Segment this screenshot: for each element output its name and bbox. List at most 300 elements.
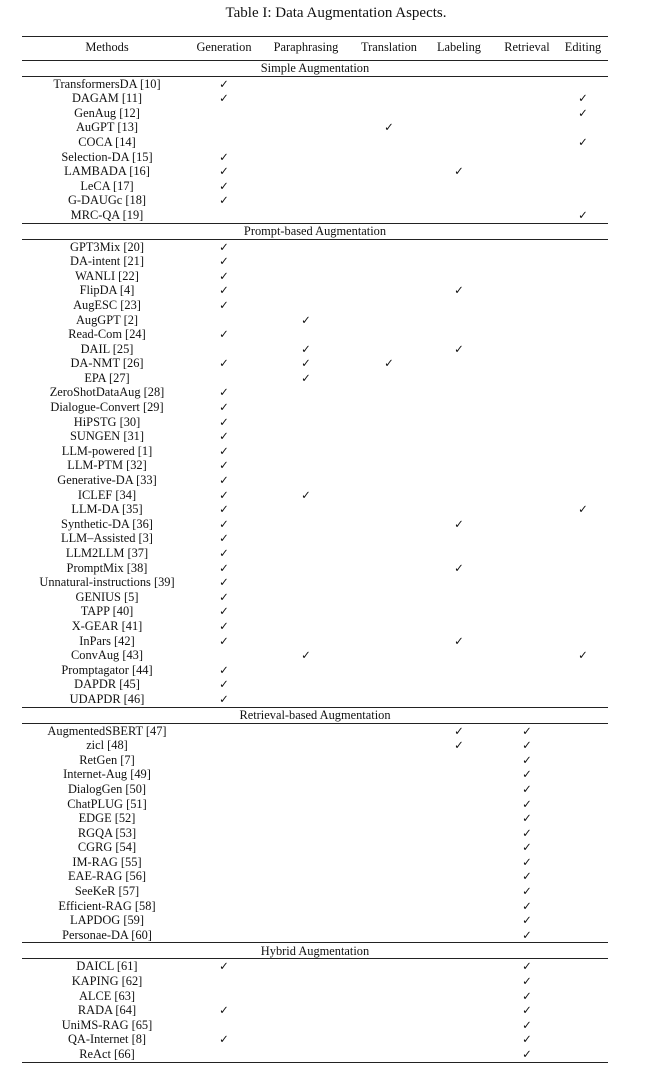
cell-retrieval xyxy=(496,269,558,284)
cell-translation xyxy=(356,884,422,899)
cell-retrieval xyxy=(496,429,558,444)
cell-retrieval xyxy=(496,738,558,753)
cell-paraphrasing xyxy=(256,899,356,914)
checkmark-icon: ✓ xyxy=(522,854,532,869)
cell-generation xyxy=(192,76,256,91)
cell-labeling xyxy=(422,723,496,738)
cell-editing xyxy=(558,913,608,928)
cell-labeling xyxy=(422,91,496,106)
cell-retrieval xyxy=(496,193,558,208)
header-labeling: Labeling xyxy=(422,37,496,61)
cell-labeling xyxy=(422,342,496,357)
table-row xyxy=(22,531,608,546)
cell-translation xyxy=(356,1003,422,1018)
cell-labeling xyxy=(422,753,496,768)
method-name: Generative-DA [33] xyxy=(57,473,157,488)
cell-retrieval xyxy=(496,855,558,870)
table-row xyxy=(22,254,608,269)
table-body xyxy=(22,60,608,1062)
cell-translation xyxy=(356,254,422,269)
cell-paraphrasing xyxy=(256,913,356,928)
method-name: GENIUS [5] xyxy=(75,589,139,604)
augmentation-table xyxy=(22,36,608,1063)
cell-paraphrasing xyxy=(256,855,356,870)
cell-paraphrasing xyxy=(256,106,356,121)
cell-retrieval xyxy=(496,239,558,254)
method-name: GenAug [12] xyxy=(74,105,140,120)
cell-paraphrasing xyxy=(256,429,356,444)
cell-editing xyxy=(558,371,608,386)
cell-translation xyxy=(356,604,422,619)
method-name: Dialogue-Convert [29] xyxy=(50,400,164,415)
method-name: X-GEAR [41] xyxy=(71,618,143,633)
checkmark-icon: ✓ xyxy=(522,1032,532,1047)
cell-labeling xyxy=(422,269,496,284)
checkmark-icon: ✓ xyxy=(219,487,229,502)
cell-labeling xyxy=(422,150,496,165)
cell-generation xyxy=(192,797,256,812)
cell-retrieval xyxy=(496,619,558,634)
cell-retrieval xyxy=(496,254,558,269)
cell-labeling xyxy=(422,517,496,532)
checkmark-icon: ✓ xyxy=(219,677,229,692)
cell-paraphrasing xyxy=(256,488,356,503)
cell-retrieval xyxy=(496,385,558,400)
cell-generation xyxy=(192,899,256,914)
cell-editing xyxy=(558,313,608,328)
cell-translation xyxy=(356,371,422,386)
cell-labeling xyxy=(422,575,496,590)
checkmark-icon: ✓ xyxy=(301,648,311,663)
cell-generation xyxy=(192,239,256,254)
table-row xyxy=(22,239,608,254)
cell-editing xyxy=(558,150,608,165)
cell-editing xyxy=(558,648,608,663)
checkmark-icon: ✓ xyxy=(219,239,229,254)
method-name: LLM–Assisted [3] xyxy=(61,531,153,546)
table-row xyxy=(22,811,608,826)
checkmark-icon: ✓ xyxy=(219,254,229,269)
checkmark-icon: ✓ xyxy=(219,531,229,546)
cell-translation xyxy=(356,648,422,663)
cell-generation xyxy=(192,575,256,590)
cell-editing xyxy=(558,782,608,797)
checkmark-icon: ✓ xyxy=(219,385,229,400)
cell-retrieval xyxy=(496,928,558,943)
cell-paraphrasing xyxy=(256,546,356,561)
checkmark-icon: ✓ xyxy=(219,443,229,458)
cell-translation xyxy=(356,444,422,459)
checkmark-icon: ✓ xyxy=(578,502,588,517)
cell-generation xyxy=(192,959,256,974)
cell-retrieval xyxy=(496,400,558,415)
table-row xyxy=(22,561,608,576)
cell-paraphrasing xyxy=(256,753,356,768)
method-name: QA-Internet [8] xyxy=(67,1032,147,1047)
table-row xyxy=(22,106,608,121)
cell-paraphrasing xyxy=(256,575,356,590)
method-name: DAGAM [11] xyxy=(71,91,143,106)
cell-generation xyxy=(192,342,256,357)
cell-labeling xyxy=(422,1003,496,1018)
section-title: Hybrid Augmentation xyxy=(22,943,608,959)
checkmark-icon: ✓ xyxy=(219,414,229,429)
checkmark-icon: ✓ xyxy=(219,546,229,560)
checkmark-icon: ✓ xyxy=(219,356,229,371)
cell-editing xyxy=(558,76,608,91)
method-name: EDGE [52] xyxy=(78,811,136,826)
cell-editing xyxy=(558,531,608,546)
cell-generation xyxy=(192,561,256,576)
cell-labeling xyxy=(422,959,496,974)
cell-labeling xyxy=(422,1032,496,1047)
cell-translation xyxy=(356,91,422,106)
cell-labeling xyxy=(422,429,496,444)
cell-retrieval xyxy=(496,692,558,707)
cell-editing xyxy=(558,1003,608,1018)
cell-translation xyxy=(356,782,422,797)
checkmark-icon: ✓ xyxy=(384,356,394,371)
cell-paraphrasing xyxy=(256,634,356,649)
cell-editing xyxy=(558,239,608,254)
cell-translation xyxy=(356,415,422,430)
cell-paraphrasing xyxy=(256,677,356,692)
table-row xyxy=(22,767,608,782)
method-name: Personae-DA [60] xyxy=(62,927,152,942)
checkmark-icon: ✓ xyxy=(522,796,532,811)
method-name: Selection-DA [15] xyxy=(61,149,153,164)
cell-editing xyxy=(558,677,608,692)
method-name: EPA [27] xyxy=(84,370,130,385)
cell-translation xyxy=(356,473,422,488)
table-row xyxy=(22,590,608,605)
method-name: PromptMix [38] xyxy=(66,560,148,575)
cell-paraphrasing xyxy=(256,604,356,619)
cell-generation xyxy=(192,869,256,884)
checkmark-icon: ✓ xyxy=(522,927,532,942)
cell-paraphrasing xyxy=(256,458,356,473)
cell-translation xyxy=(356,164,422,179)
checkmark-icon: ✓ xyxy=(522,781,532,796)
cell-translation xyxy=(356,429,422,444)
cell-translation xyxy=(356,342,422,357)
table-row xyxy=(22,150,608,165)
cell-translation xyxy=(356,488,422,503)
cell-retrieval xyxy=(496,135,558,150)
cell-editing xyxy=(558,692,608,707)
checkmark-icon: ✓ xyxy=(578,91,588,106)
cell-retrieval xyxy=(496,1032,558,1047)
cell-generation xyxy=(192,928,256,943)
method-name: ALCE [63] xyxy=(78,988,136,1003)
cell-generation xyxy=(192,692,256,707)
cell-generation xyxy=(192,164,256,179)
method-name: SUNGEN [31] xyxy=(70,429,144,444)
cell-retrieval xyxy=(496,767,558,782)
table-row xyxy=(22,855,608,870)
cell-labeling xyxy=(422,502,496,517)
cell-translation xyxy=(356,723,422,738)
cell-editing xyxy=(558,254,608,269)
checkmark-icon: ✓ xyxy=(219,959,229,974)
cell-retrieval xyxy=(496,575,558,590)
cell-translation xyxy=(356,385,422,400)
checkmark-icon: ✓ xyxy=(219,327,229,342)
method-name: ICLEF [34] xyxy=(77,487,137,502)
table-row xyxy=(22,208,608,223)
checkmark-icon: ✓ xyxy=(522,959,532,974)
cell-translation xyxy=(356,692,422,707)
cell-generation xyxy=(192,723,256,738)
cell-generation xyxy=(192,473,256,488)
cell-labeling xyxy=(422,855,496,870)
cell-paraphrasing xyxy=(256,989,356,1004)
checkmark-icon: ✓ xyxy=(578,134,588,149)
method-name: GPT3Mix [20] xyxy=(70,239,144,254)
checkmark-icon: ✓ xyxy=(454,560,464,575)
cell-translation xyxy=(356,531,422,546)
cell-generation xyxy=(192,517,256,532)
method-name: RetGen [7] xyxy=(79,752,135,767)
cell-paraphrasing xyxy=(256,840,356,855)
cell-paraphrasing xyxy=(256,884,356,899)
method-name: EAE-RAG [56] xyxy=(67,869,147,884)
cell-translation xyxy=(356,269,422,284)
cell-labeling xyxy=(422,356,496,371)
cell-translation xyxy=(356,767,422,782)
cell-retrieval xyxy=(496,753,558,768)
cell-labeling xyxy=(422,488,496,503)
cell-generation xyxy=(192,619,256,634)
header-retrieval: Retrieval xyxy=(496,37,558,61)
method-name: G-DAUGc [18] xyxy=(67,193,147,208)
cell-editing xyxy=(558,590,608,605)
cell-editing xyxy=(558,928,608,943)
cell-paraphrasing xyxy=(256,561,356,576)
table-row xyxy=(22,179,608,194)
checkmark-icon: ✓ xyxy=(219,618,229,633)
cell-translation xyxy=(356,150,422,165)
table-row xyxy=(22,826,608,841)
checkmark-icon: ✓ xyxy=(301,487,311,502)
section-header-row xyxy=(22,707,608,723)
cell-generation xyxy=(192,634,256,649)
cell-translation xyxy=(356,1047,422,1062)
table-row xyxy=(22,135,608,150)
method-name: LAMBADA [16] xyxy=(64,164,150,179)
cell-editing xyxy=(558,619,608,634)
checkmark-icon: ✓ xyxy=(219,268,229,283)
cell-generation xyxy=(192,313,256,328)
method-name: AugGPT [2] xyxy=(75,312,139,327)
checkmark-icon: ✓ xyxy=(219,178,229,193)
table-row xyxy=(22,899,608,914)
cell-editing xyxy=(558,208,608,223)
cell-translation xyxy=(356,1032,422,1047)
checkmark-icon: ✓ xyxy=(219,429,229,444)
method-name: zicl [48] xyxy=(86,738,128,753)
cell-generation xyxy=(192,663,256,678)
cell-labeling xyxy=(422,239,496,254)
cell-generation xyxy=(192,840,256,855)
cell-generation xyxy=(192,254,256,269)
table-row xyxy=(22,1032,608,1047)
cell-retrieval xyxy=(496,634,558,649)
header-editing: Editing xyxy=(558,37,608,61)
table-row xyxy=(22,634,608,649)
cell-generation xyxy=(192,546,256,561)
cell-editing xyxy=(558,634,608,649)
cell-labeling xyxy=(422,1018,496,1033)
method-name: Unnatural-instructions [39] xyxy=(39,575,175,590)
cell-retrieval xyxy=(496,648,558,663)
cell-retrieval xyxy=(496,1003,558,1018)
checkmark-icon: ✓ xyxy=(522,869,532,884)
cell-paraphrasing xyxy=(256,974,356,989)
cell-labeling xyxy=(422,884,496,899)
table-row xyxy=(22,313,608,328)
table-row xyxy=(22,928,608,943)
header-methods: Methods xyxy=(22,37,192,61)
checkmark-icon: ✓ xyxy=(219,1032,229,1047)
cell-labeling xyxy=(422,371,496,386)
cell-paraphrasing xyxy=(256,342,356,357)
table-row xyxy=(22,164,608,179)
cell-paraphrasing xyxy=(256,928,356,943)
checkmark-icon: ✓ xyxy=(219,633,229,648)
method-name: FlipDA [4] xyxy=(79,283,135,298)
cell-retrieval xyxy=(496,313,558,328)
cell-editing xyxy=(558,1047,608,1062)
cell-labeling xyxy=(422,974,496,989)
cell-labeling xyxy=(422,400,496,415)
method-name: Promptagator [44] xyxy=(61,662,153,677)
cell-editing xyxy=(558,91,608,106)
cell-labeling xyxy=(422,313,496,328)
cell-retrieval xyxy=(496,590,558,605)
cell-generation xyxy=(192,604,256,619)
cell-labeling xyxy=(422,120,496,135)
cell-editing xyxy=(558,899,608,914)
section-header-row xyxy=(22,223,608,239)
cell-generation xyxy=(192,327,256,342)
header-generation: Generation xyxy=(192,37,256,61)
cell-generation xyxy=(192,458,256,473)
cell-labeling xyxy=(422,913,496,928)
method-name: LLM-DA [35] xyxy=(71,502,143,517)
cell-labeling xyxy=(422,164,496,179)
cell-retrieval xyxy=(496,283,558,298)
cell-retrieval xyxy=(496,179,558,194)
cell-labeling xyxy=(422,385,496,400)
section-title: Simple Augmentation xyxy=(22,60,608,76)
section-header-row xyxy=(22,60,608,76)
header-translation: Translation xyxy=(356,37,422,61)
cell-editing xyxy=(558,811,608,826)
cell-paraphrasing xyxy=(256,1018,356,1033)
cell-generation xyxy=(192,415,256,430)
cell-labeling xyxy=(422,590,496,605)
cell-paraphrasing xyxy=(256,313,356,328)
method-name: LeCA [17] xyxy=(80,178,134,193)
cell-generation xyxy=(192,989,256,1004)
cell-paraphrasing xyxy=(256,797,356,812)
table-row xyxy=(22,663,608,678)
cell-generation xyxy=(192,677,256,692)
cell-paraphrasing xyxy=(256,517,356,532)
cell-editing xyxy=(558,106,608,121)
cell-translation xyxy=(356,928,422,943)
method-name: RGQA [53] xyxy=(77,825,137,840)
cell-retrieval xyxy=(496,840,558,855)
checkmark-icon: ✓ xyxy=(454,341,464,356)
table-row xyxy=(22,619,608,634)
cell-editing xyxy=(558,502,608,517)
method-name: LLM-PTM [32] xyxy=(67,458,147,473)
section-title: Prompt-based Augmentation xyxy=(22,223,608,239)
table-row xyxy=(22,400,608,415)
table-row xyxy=(22,604,608,619)
cell-paraphrasing xyxy=(256,150,356,165)
method-name: DialogGen [50] xyxy=(67,781,147,796)
cell-retrieval xyxy=(496,899,558,914)
cell-translation xyxy=(356,797,422,812)
table-row xyxy=(22,458,608,473)
cell-paraphrasing xyxy=(256,692,356,707)
section-title: Retrieval-based Augmentation xyxy=(22,707,608,723)
cell-editing xyxy=(558,1032,608,1047)
cell-editing xyxy=(558,767,608,782)
cell-editing xyxy=(558,974,608,989)
cell-paraphrasing xyxy=(256,959,356,974)
cell-labeling xyxy=(422,738,496,753)
cell-labeling xyxy=(422,327,496,342)
cell-labeling xyxy=(422,797,496,812)
cell-generation xyxy=(192,356,256,371)
cell-generation xyxy=(192,1003,256,1018)
cell-translation xyxy=(356,502,422,517)
cell-retrieval xyxy=(496,869,558,884)
cell-retrieval xyxy=(496,531,558,546)
cell-editing xyxy=(558,723,608,738)
method-name: WANLI [22] xyxy=(75,268,139,283)
cell-labeling xyxy=(422,619,496,634)
cell-generation xyxy=(192,531,256,546)
method-name: TAPP [40] xyxy=(80,604,134,619)
cell-editing xyxy=(558,604,608,619)
checkmark-icon: ✓ xyxy=(219,589,229,604)
table-row xyxy=(22,91,608,106)
cell-translation xyxy=(356,677,422,692)
table-row xyxy=(22,989,608,1004)
cell-editing xyxy=(558,663,608,678)
checkmark-icon: ✓ xyxy=(522,1017,532,1032)
cell-editing xyxy=(558,193,608,208)
cell-editing xyxy=(558,283,608,298)
cell-generation xyxy=(192,444,256,459)
checkmark-icon: ✓ xyxy=(384,120,394,135)
cell-translation xyxy=(356,913,422,928)
method-name: CGRG [54] xyxy=(77,840,137,855)
checkmark-icon: ✓ xyxy=(219,400,229,415)
cell-editing xyxy=(558,488,608,503)
cell-labeling xyxy=(422,561,496,576)
method-name: InPars [42] xyxy=(79,633,135,648)
cell-retrieval xyxy=(496,826,558,841)
cell-generation xyxy=(192,371,256,386)
cell-paraphrasing xyxy=(256,444,356,459)
cell-paraphrasing xyxy=(256,269,356,284)
